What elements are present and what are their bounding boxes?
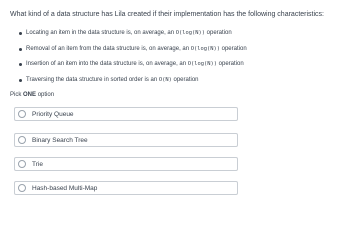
radio-button-icon[interactable]: [18, 136, 26, 144]
characteristic-text: Locating an item in the data structure is, on average, an: [26, 30, 176, 36]
characteristic-item: [18, 76, 348, 85]
option-trie[interactable]: [14, 157, 238, 171]
option-hash-based-multi-map[interactable]: [14, 181, 238, 195]
characteristic-text: Traversing the data structure in sorted order is an: [26, 76, 159, 83]
question-text: What kind of a data structure has Lila created if their implementation has the following characteristics:: [10, 11, 324, 18]
option-binary-search-tree[interactable]: [14, 133, 238, 147]
option-label: Hash-based Multi-Map: [32, 185, 98, 192]
option-label: Priority Queue: [32, 111, 74, 118]
radio-button-icon[interactable]: [18, 110, 26, 118]
bullet-icon: [19, 79, 22, 82]
characteristic-suffix: operation: [171, 76, 199, 83]
bullet-icon: [19, 48, 22, 51]
pick-prefix: Pick: [10, 92, 24, 98]
characteristic-item: [18, 45, 348, 54]
characteristic-text: Insertion of an item into the data structure is, on average, an: [26, 61, 188, 67]
radio-button-icon[interactable]: [18, 184, 26, 192]
characteristic-suffix: operation: [216, 61, 244, 67]
complexity-code: O(log(N)): [187, 61, 217, 67]
complexity-code: O(log(N)): [190, 45, 220, 52]
bullet-icon: [19, 32, 22, 35]
characteristic-suffix: operation: [219, 45, 247, 52]
bullet-icon: [19, 63, 22, 66]
pick-instruction: [10, 91, 54, 99]
characteristic-text: Removal of an item from the data structure is, on average, an: [26, 45, 191, 52]
characteristic-suffix: operation: [204, 30, 232, 36]
characteristic-item: [18, 29, 348, 38]
option-label: Trie: [32, 161, 43, 168]
option-label: Binary Search Tree: [32, 137, 88, 144]
option-priority-queue[interactable]: [14, 107, 238, 121]
pick-emphasis: ONE: [23, 92, 37, 98]
complexity-code: O(log(N)): [175, 30, 205, 36]
pick-suffix: option: [36, 92, 55, 98]
radio-button-icon[interactable]: [18, 160, 26, 168]
complexity-code: O(N): [158, 76, 172, 83]
characteristics-list: [18, 29, 348, 91]
characteristic-item: [18, 60, 348, 69]
